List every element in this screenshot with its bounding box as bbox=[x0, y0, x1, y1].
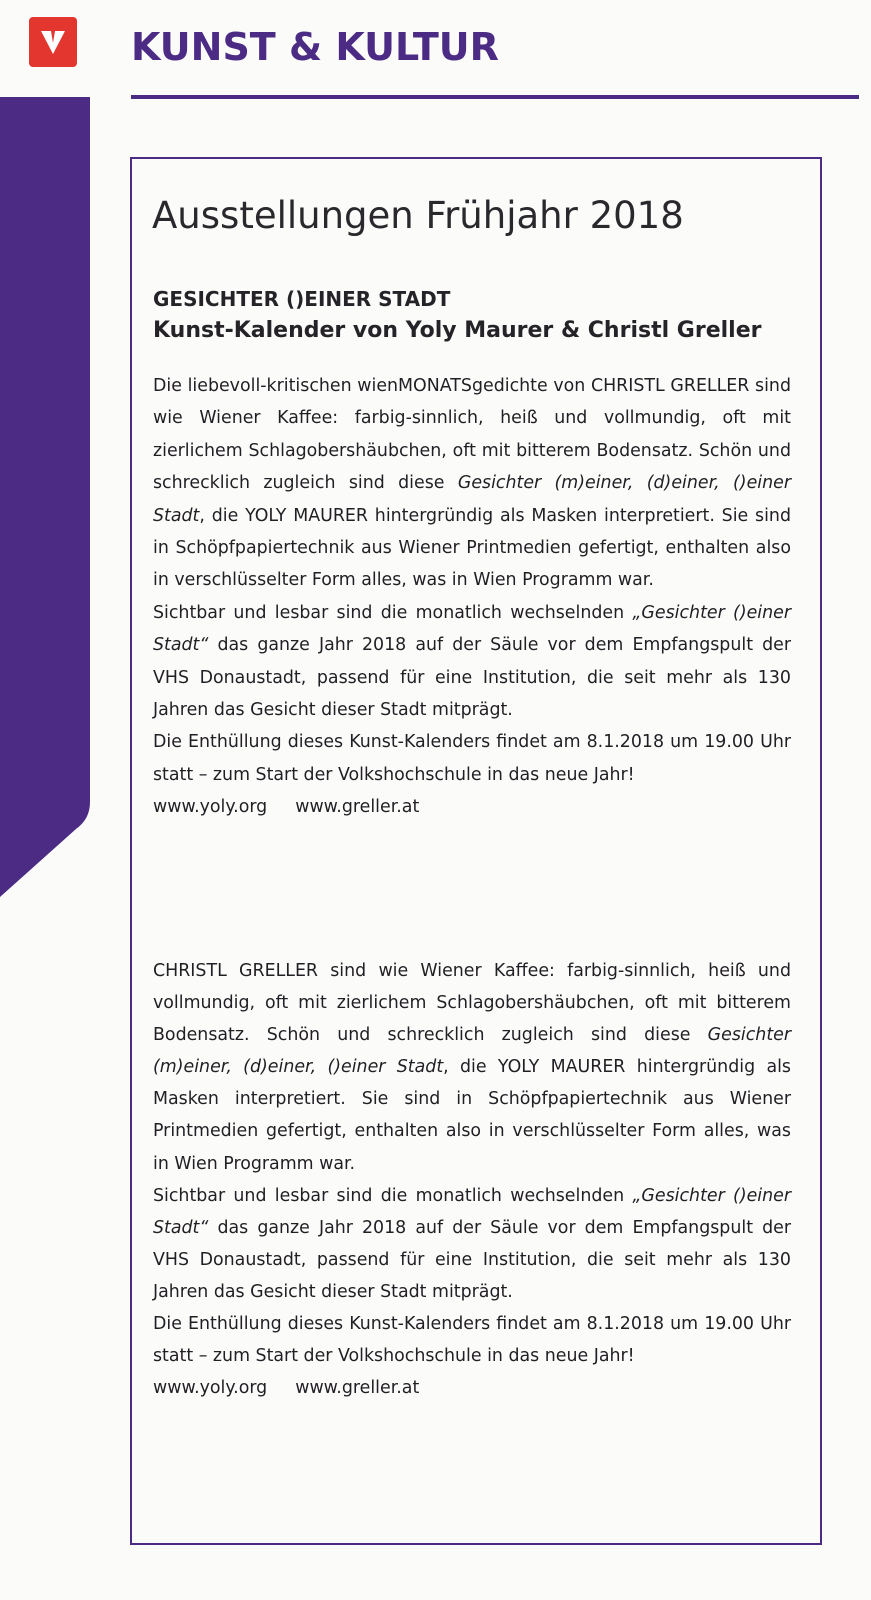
v-logo-icon bbox=[29, 17, 77, 67]
header-divider bbox=[131, 95, 859, 99]
link-yoly: www.yoly.org bbox=[153, 1378, 268, 1399]
article-title: Ausstellungen Frühjahr 2018 bbox=[152, 194, 684, 237]
subtitle-line-1: GESICHTER ()EINER STADT bbox=[153, 287, 451, 311]
link-greller: www.greller.at bbox=[295, 1378, 420, 1399]
link-greller: www.greller.at bbox=[295, 797, 420, 818]
section-title: KUNST & KULTUR bbox=[131, 25, 499, 69]
article-subtitle bbox=[153, 283, 761, 347]
paragraph-intro: CHRISTL GRELLER sind wie Wiener Kaffee: farbig-sinnlich, heiß und vollmundig, oft mit zierlichem Schlagobershäubchen, oft mit bitterem Bodensatz. Schön und schrecklich zugleich sind diese Gesichter (m)einer, (d)einer, ()einer Stadt, die YOLY MAURER hintergründig als Masken interpretiert. Sie sind in Schöpfpapiertechnik aus Wiener Printmedien gefertigt, enthalten also in verschlüsselter Form alles, was in Wien Programm war. bbox=[153, 961, 791, 1174]
subtitle-line-2: Kunst-Kalender von Yoly Maurer & Christl Greller bbox=[153, 318, 762, 343]
paragraph-intro: Die liebevoll-kritischen wienMONATSgedichte von CHRISTL GRELLER sind wie Wiener Kaffee: farbig-sinnlich, heiß und vollmundig, oft mit zierlichem Schlagobershäubchen, oft mit bitterem Bodensatz. Schön und schrecklich zugleich sind diese Gesichter (m)einer, (d)einer, ()einer Stadt, die YOLY MAURER hintergründig als Masken interpretiert. Sie sind in Schöpfpapiertechnik aus Wiener Printmedien gefertigt, enthalten also in verschlüsselter Form alles, was in Wien Programm war. bbox=[153, 376, 791, 591]
paragraph-location: Sichtbar und lesbar sind die monatlich wechselnden „Gesichter ()einer Stadt“ das ganze Jahr 2018 auf der Säule vor dem Empfangspult der VHS Donaustadt, passend für eine Institution, die seit mehr als 130 Jahren das Gesicht dieser Stadt mitprägt. bbox=[153, 602, 792, 721]
article-body-block-2 bbox=[153, 955, 791, 1404]
side-color-band bbox=[0, 97, 90, 897]
website-links bbox=[153, 1372, 791, 1404]
link-yoly: www.yoly.org bbox=[153, 797, 268, 818]
v-logo-glyph bbox=[38, 27, 68, 57]
paragraph-unveiling: Die Enthüllung dieses Kunst-Kalenders findet am 8.1.2018 um 19.00 Uhr statt – zum Start der Volkshochschule in das neue Jahr! bbox=[153, 732, 791, 785]
website-links bbox=[153, 791, 791, 823]
paragraph-location: Sichtbar und lesbar sind die monatlich wechselnden „Gesichter ()einer Stadt“ das ganze Jahr 2018 auf der Säule vor dem Empfangspult der VHS Donaustadt, passend für eine Institution, die seit mehr als 130 Jahren das Gesicht dieser Stadt mitprägt. bbox=[153, 1185, 792, 1302]
paragraph-unveiling: Die Enthüllung dieses Kunst-Kalenders findet am 8.1.2018 um 19.00 Uhr statt – zum Start der Volkshochschule in das neue Jahr! bbox=[153, 1314, 791, 1367]
article-body-block-1 bbox=[153, 370, 791, 824]
